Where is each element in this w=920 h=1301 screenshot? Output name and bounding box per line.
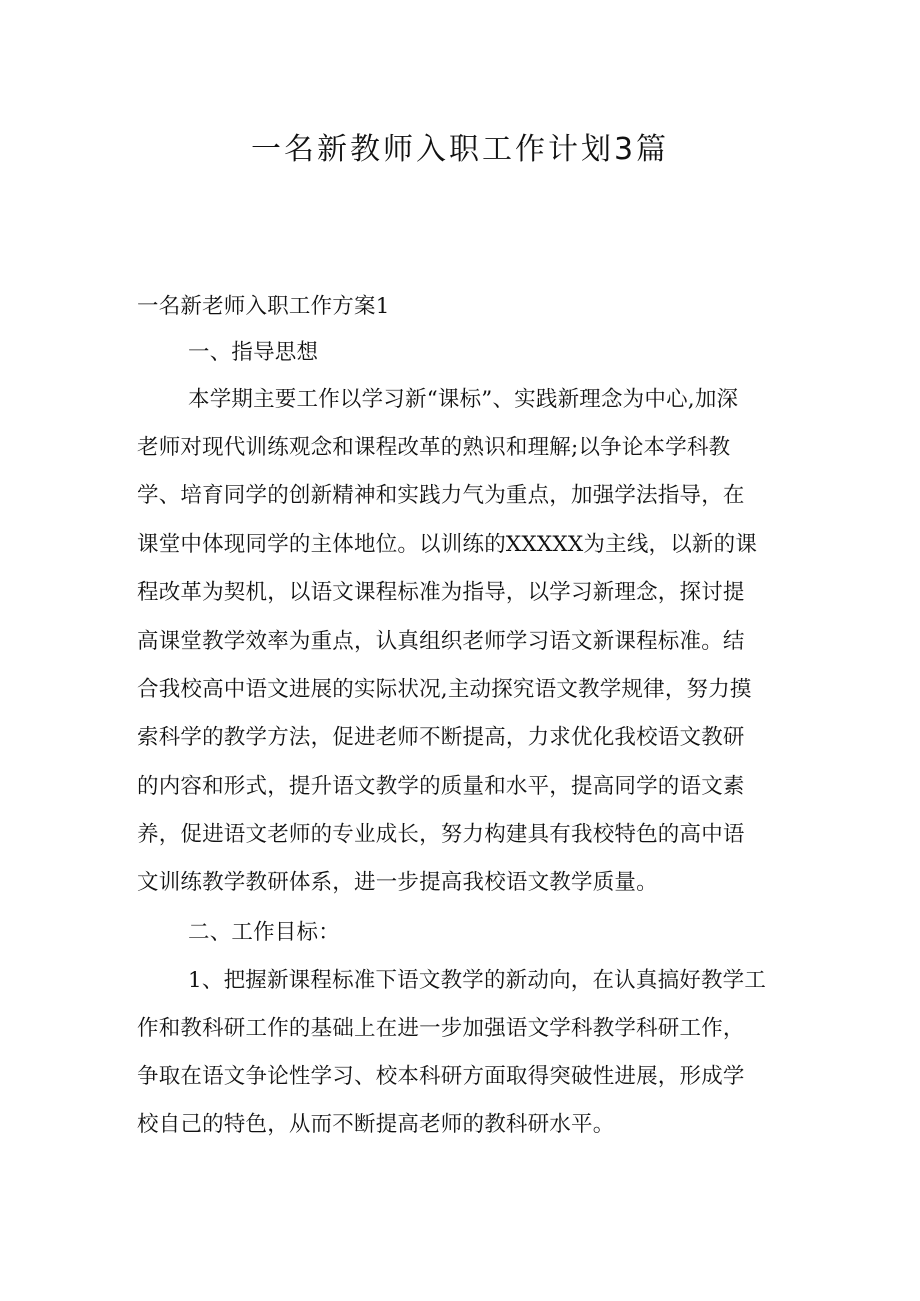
- sub-heading: 一名新老师入职工作方案1: [137, 294, 390, 319]
- section1-line: 程改革为契机，以语文课程标准为指导，以学习新理念，探讨提: [137, 580, 745, 605]
- section2-line: 争取在语文争论性学习、校本科研方面取得突破性进展，形成学: [137, 1064, 745, 1089]
- section1-line: 本学期主要工作以学习新“课标”、实践新理念为中心,加深: [188, 387, 739, 412]
- section1-line: 学、培育同学的创新精神和实践力气为重点，加强学法指导，在: [137, 483, 745, 508]
- document-title: 一名新教师入职工作计划3篇: [250, 132, 670, 167]
- section1-heading: 一、指导思想: [188, 340, 319, 365]
- section2-line: 校自己的特色，从而不断提高老师的教科研水平。: [137, 1112, 615, 1137]
- section2-line: 1、把握新课程标准下语文教学的新动向，在认真搞好教学工: [188, 968, 767, 993]
- section1-line: 文训练教学教研体系，进一步提高我校语文教学质量。: [137, 870, 658, 895]
- section1-line: 的内容和形式，提升语文教学的质量和水平，提高同学的语文素: [137, 774, 745, 799]
- section1-line: 合我校高中语文进展的实际状况,主动探究语文教学规律，努力摸: [137, 677, 752, 702]
- section2-line: 作和教科研工作的基础上在进一步加强语文学科教学科研工作，: [137, 1016, 745, 1041]
- section1-line: 索科学的教学方法，促进老师不断提高，力求优化我校语文教研: [137, 725, 745, 750]
- section1-line: 老师对现代训练观念和课程改革的熟识和理解;以争论本学科教: [137, 435, 731, 460]
- section1-line: 养，促进语文老师的专业成长，努力构建具有我校特色的高中语: [137, 822, 745, 847]
- section2-heading: 二、工作目标：: [188, 920, 340, 945]
- section1-line: 课堂中体现同学的主体地位。以训练的XXXXX为主线，以新的课: [137, 532, 758, 557]
- section1-line: 高课堂教学效率为重点，认真组织老师学习语文新课程标准。结: [137, 629, 745, 654]
